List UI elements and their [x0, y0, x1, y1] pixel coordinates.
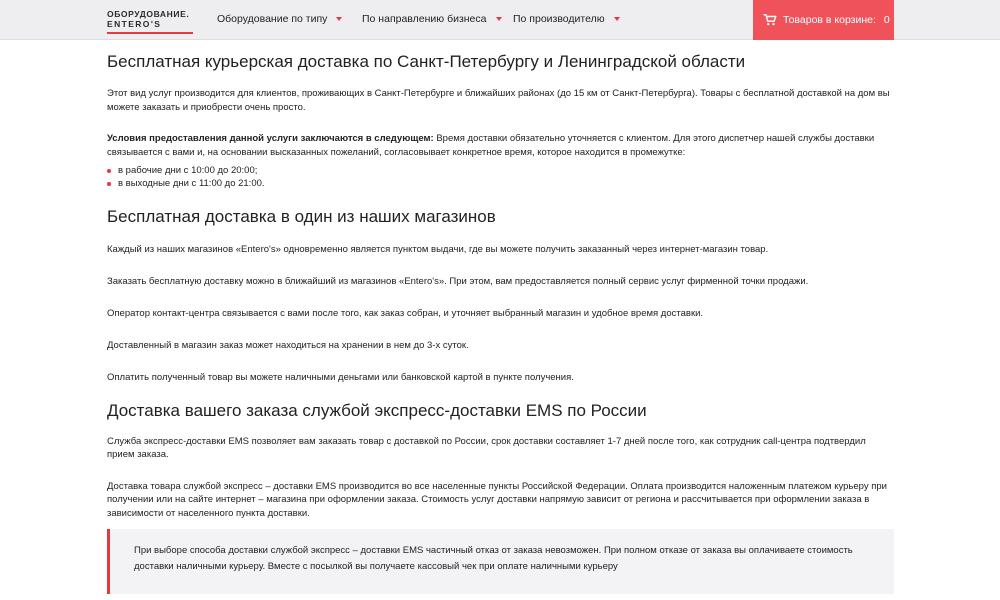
chevron-down-icon	[614, 17, 620, 21]
nav-equipment-by-type[interactable]	[217, 13, 342, 25]
ems-note-text: При выборе способа доставки службой экспресс – доставки EMS частичный отказ от заказа невозможен. При полном отказе от заказа вы оплачиваете стоимость доставки наличными курьеру. Вместе с посылкой вы получаете кассовый чек при оплате наличными курьеру	[134, 545, 853, 572]
logo-text-top: ОБОРУДОВАНИЕ.	[107, 9, 190, 19]
ems-paragraph: Доставка товара службой экспресс – доставки EMS производится во все населенные пункты Российской Федерации. Оплата производится наложенным платежом курьеру при получении или на сайте интернет – магазина при оформлении заказа. Стоимость услуг доставки напрямую зависит от региона и рассчитывается при оформлении заказа в зависимости от населенного пункта доставки.	[107, 480, 887, 519]
nav-by-manufacturer[interactable]	[513, 13, 620, 25]
list-item: в рабочие дни с 10:00 до 20:00;	[107, 164, 894, 177]
nav-label: По направлению бизнеса	[362, 13, 487, 25]
store-section-title: Бесплатная доставка в один из наших магазинов	[107, 207, 496, 226]
nav-label: Оборудование по типу	[217, 13, 328, 25]
cart-count: 0	[883, 14, 890, 26]
list-item: в выходные дни с 11:00 до 21:00.	[107, 177, 894, 190]
ems-section-title: Доставка вашего заказа службой экспресс-доставки EMS по России	[107, 400, 647, 420]
cart-button[interactable]	[753, 0, 894, 40]
site-header	[0, 0, 1000, 40]
courier-section-title: Бесплатная курьерская доставка по Санкт-Петербургу и Ленинградской области	[107, 52, 746, 71]
store-paragraph: Доставленный в магазин заказ может находиться на хранении в нем до 3-х суток.	[107, 340, 469, 351]
store-paragraph: Каждый из наших магазинов «Entero's» одновременно является пунктом выдачи, где вы можете получить заказанный через интернет-магазин товар.	[107, 244, 769, 255]
main-content	[107, 50, 894, 520]
chevron-down-icon	[336, 17, 342, 21]
store-paragraph: Оплатить полученный товар вы можете наличными деньгами или банковской картой в пункте получения.	[107, 372, 574, 383]
logo-underline	[107, 32, 193, 34]
cart-label: Товаров в корзине:	[783, 14, 876, 26]
store-paragraph: Заказать бесплатную доставку можно в ближайший из магазинов «Entero's». При этом, вам предоставляется полный сервис услуг фирменной точки продажи.	[107, 276, 809, 287]
logo-text-bottom: ENTERO'S	[107, 19, 162, 29]
chevron-down-icon	[496, 17, 502, 21]
shopping-cart-icon	[763, 14, 777, 26]
delivery-schedule-list	[107, 164, 894, 190]
site-logo[interactable]	[107, 9, 193, 34]
courier-conditions	[107, 132, 894, 159]
conditions-heading: Условия предоставления данной услуги заключаются в следующем:	[107, 133, 434, 144]
store-paragraph: Оператор контакт-центра связывается с вами после того, как заказ собран, и уточняет выбранный магазин и удобное время доставки.	[107, 308, 704, 319]
nav-label: По производителю	[513, 13, 605, 25]
ems-paragraph: Служба экспресс-доставки EMS позволяет вам заказать товар с доставкой по России, срок доставки составляет 1-7 дней после того, как сотрудник call-центра подтвердил прием заказа.	[107, 435, 866, 460]
courier-intro: Этот вид услуг производится для клиентов, проживающих в Санкт-Петербурге и ближайших районах (до 15 км от Санкт-Петербурга). Товары с бесплатной доставкой на дом вы можете заказать и приобрести очень просто.	[107, 88, 890, 113]
ems-note-callout	[107, 529, 894, 594]
nav-by-business[interactable]	[362, 13, 502, 25]
conditions-text: Время доставки обязательно уточняется с клиентом. Для этого диспетчер нашей службы доставки связывается с вами и, на основании высказанных пожеланий, согласовывает конкретное время, которое находится в промежутке:	[107, 133, 875, 158]
